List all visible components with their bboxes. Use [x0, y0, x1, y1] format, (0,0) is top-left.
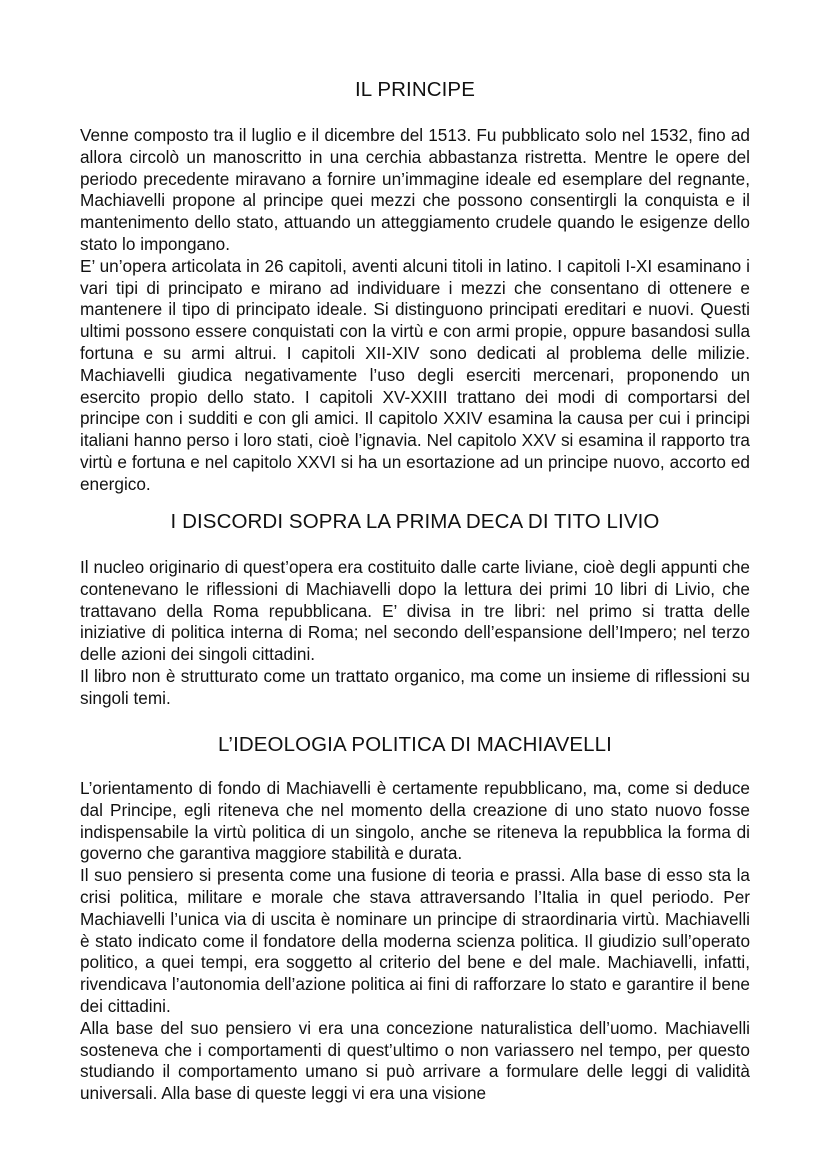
paragraph: Il suo pensiero si presenta come una fusione di teoria e prassi. Alla base di esso sta la crisi politica, militare e morale che stava attraversando l’Italia in quel periodo. Per Machiavelli l’unica via di uscita è nominare un principe di straordinaria virtù. Machiavelli è stato indicato come il fondatore della moderna scienza politica. Il giudizio sull’operato politico, a quei tempi, era soggetto al criterio del bene e del male. Machiavelli, infatti, rivendicava l’autonomia dell’azione politica ai fini di rafforzare lo stato e garantire il bene dei cittadini.	[80, 865, 750, 1016]
paragraph: Alla base del suo pensiero vi era una concezione naturalistica dell’uomo. Machiavelli sosteneva che i comportamenti di quest’ultimo o non variassero nel tempo, per questo studiando il comportamento umano si può arrivare a formulare delle leggi di validità universali. Alla base di queste leggi vi era una visione	[80, 1017, 750, 1104]
paragraph: E’ un’opera articolata in 26 capitoli, aventi alcuni titoli in latino. I capitoli I-XI esaminano i vari tipi di principato e mirano ad individuare i mezzi che consentano di ottenere e mantenere il tipo di principato ideale. Si distinguono principati ereditari e nuovi. Questi ultimi possono essere conquistati con la virtù e con armi propie, oppure basandosi sulla fortuna e su armi altrui. I capitoli XII-XIV sono dedicati al problema delle milizie. Machiavelli giudica negativamente l’uso degli eserciti mercenari, proponendo un esercito propio dello stato. I capitoli XV-XXIII trattano dei modi di comportarsi del principe con i sudditi e con gli amici. Il capitolo XXIV esamina la causa per cui i principi italiani hanno perso i loro stati, cioè l’ignavia. Nel capitolo XXV si esamina il rapporto tra virtù e fortuna e nel capitolo XXVI si ha un esortazione ad un principe nuovo, accorto ed energico.	[80, 255, 750, 494]
section-body-il-principe	[80, 125, 750, 496]
section-body-ideologia-politica	[80, 778, 750, 1105]
paragraph: L’orientamento di fondo di Machiavelli è certamente repubblicano, ma, come si deduce dal Principe, egli riteneva che nel momento della creazione di uno stato nuovo fosse indispensabile la virtù politica di un singolo, anche se riteneva la repubblica la forma di governo che garantiva maggiore stabilità e durata.	[80, 778, 750, 864]
paragraph: Venne composto tra il luglio e il dicembre del 1513. Fu pubblicato solo nel 1532, fino ad allora circolò un manoscritto in una cerchia abbastanza ristretta. Mentre le opere del periodo precedente miravano a fornire un’immagine ideale ed esemplare del regnante, Machiavelli propone al principe quei mezzi che possono consentirgli la conquista e il mantenimento dello stato, attuando un atteggiamento crudele quando le esigenze dello stato lo impongano.	[80, 125, 750, 254]
section-title-ideologia-politica: L’IDEOLOGIA POLITICA DI MACHIAVELLI	[218, 733, 612, 756]
section-title-discorsi: I DISCORDI SOPRA LA PRIMA DECA DI TITO LIVIO	[170, 510, 660, 533]
section-body-discorsi	[80, 557, 750, 710]
paragraph: Il nucleo originario di quest’opera era costituito dalle carte liviane, cioè degli appunti che contenevano le riflessioni di Machiavelli dopo la lettura dei primi 10 libri di Livio, che trattavano della Roma repubblicana. E’ divisa in tre libri: nel primo si tratta delle iniziative di politica interna di Roma; nel secondo dell’espansione dell’Impero; nel terzo delle azioni dei singoli cittadini.	[80, 557, 750, 665]
paragraph: Il libro non è strutturato come un trattato organico, ma come un insieme di riflessioni su singoli temi.	[80, 665, 750, 708]
section-title-il-principe: IL PRINCIPE	[355, 78, 475, 101]
